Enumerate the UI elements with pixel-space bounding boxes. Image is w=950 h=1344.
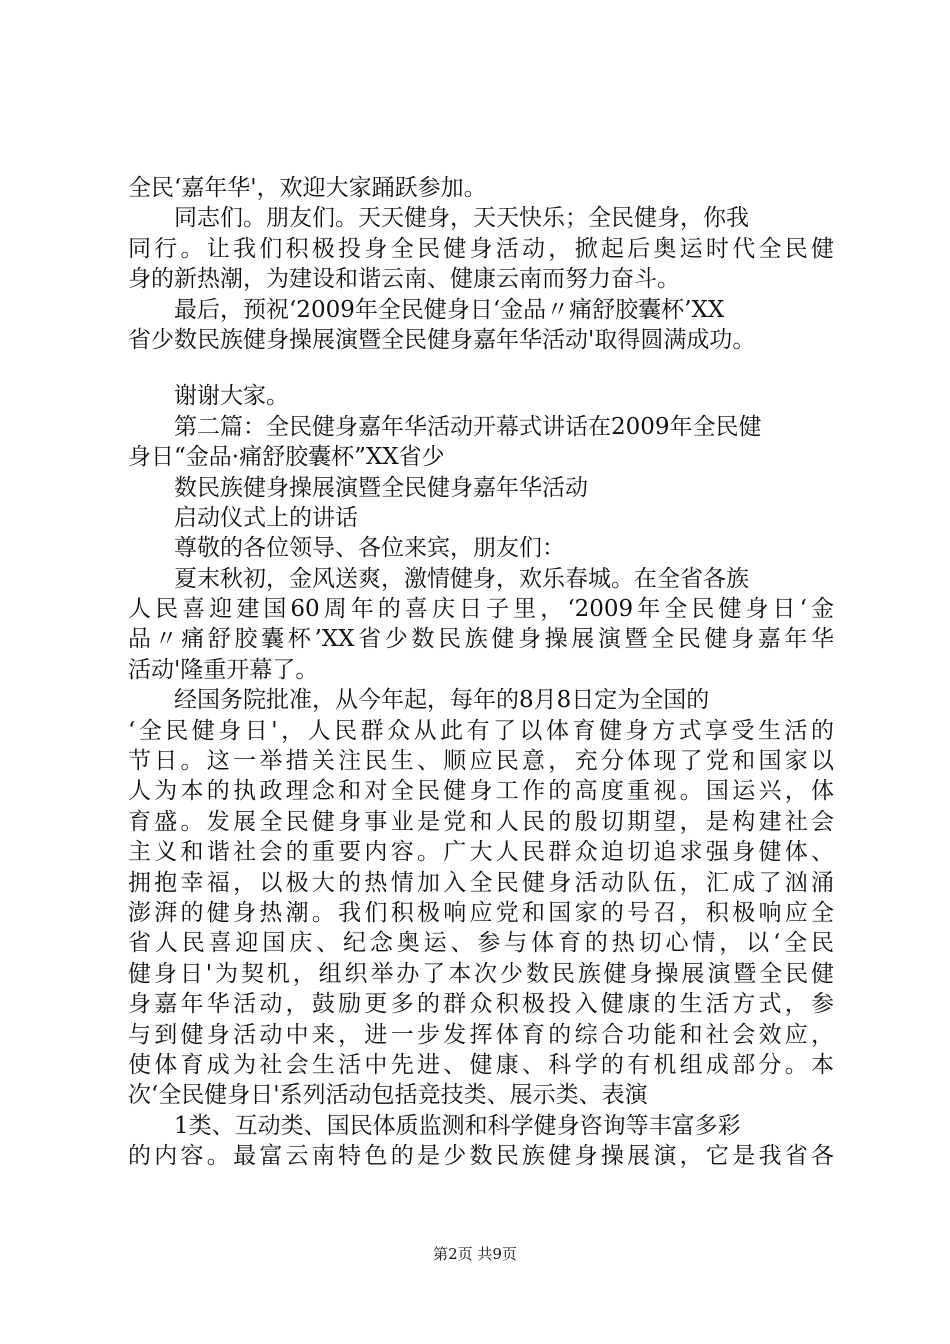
document-body <box>128 173 834 1172</box>
text-line: 品〃痛舒胶囊杯’XX省少数民族健身操展演暨全民健身嘉年华 <box>128 626 834 653</box>
text-line: 次‘全民健身日'系列活动包括竞技类、展示类、表演 <box>128 1082 648 1109</box>
text-line: 最后，预祝‘2009年全民健身日‘金品〃痛舒胶囊杯’XX <box>174 296 725 323</box>
text-line: 主义和谐社会的重要内容。广大人民群众迫切追求强身健体、 <box>128 839 834 866</box>
text-line: 的内容。最富云南特色的是少数民族健身操展演，它是我省各 <box>128 1143 834 1170</box>
text-line: 活动'隆重开幕了。 <box>128 656 319 683</box>
text-line: 谢谢大家。 <box>174 383 289 410</box>
text-line: 人民喜迎建国60周年的喜庆日子里，‘2009年全民健身日‘金 <box>128 596 834 623</box>
page-number-footer: 第2页 共9页 <box>433 1245 517 1263</box>
text-line: 启动仪式上的讲话 <box>174 504 358 531</box>
text-line: 省人民喜迎国庆、纪念奥运、参与体育的热切心情，以‘全民 <box>128 930 834 957</box>
text-line: 夏末秋初，金风送爽，激情健身，欢乐春城。在全省各族 <box>174 565 749 592</box>
text-line: 数民族健身操展演暨全民健身嘉年华活动 <box>174 474 588 501</box>
text-line: 节日。这一举措关注民生、顺应民意，充分体现了党和国家以 <box>128 748 834 775</box>
text-line: 澎湃的健身热潮。我们积极响应党和国家的号召，积极响应全 <box>128 899 834 926</box>
text-line: 使体育成为社会生活中先进、健康、科学的有机组成部分。本 <box>128 1051 834 1078</box>
text-line: 与到健身活动中来，进一步发挥体育的综合功能和社会效应， <box>128 1021 834 1048</box>
text-line: 同行。让我们积极投身全民健身活动，掀起后奥运时代全民健 <box>128 235 834 262</box>
text-line: ‘全民健身日'，人民群众从此有了以体育健身方式享受生活的 <box>128 717 834 744</box>
text-line: 尊敬的各位领导、各位来宾，朋友们： <box>174 535 565 562</box>
text-line: 身日“金品·痛舒胶囊杯”XX省少 <box>128 444 445 471</box>
text-line: 经国务院批准，从今年起，每年的8月8日定为全国的 <box>174 687 710 714</box>
text-line: 拥抱幸福，以极大的热情加入全民健身活动队伍，汇成了汹涌 <box>128 869 834 896</box>
text-line: 同志们。朋友们。天天健身，天天快乐；全民健身，你我 <box>174 205 749 232</box>
text-line: 省少数民族健身操展演暨全民健身嘉年华活动'取得圆满成功。 <box>128 326 756 353</box>
text-line: 第二篇：全民健身嘉年华活动开幕式讲话在2009年全民健 <box>174 413 762 440</box>
text-line: 健身日'为契机，组织举办了本次少数民族健身操展演暨全民健 <box>128 960 834 987</box>
text-line: 全民‘嘉年华'，欢迎大家踊跃参加。 <box>128 175 487 201</box>
text-line: 人为本的执政理念和对全民健身工作的高度重视。国运兴，体 <box>128 778 834 805</box>
text-line: 身的新热潮，为建设和谐云南、健康云南而努力奋斗。 <box>128 266 680 293</box>
text-line: 身嘉年华活动，鼓励更多的群众积极投入健康的生活方式，参 <box>128 991 834 1018</box>
text-line: 育盛。发展全民健身事业是党和人民的殷切期望，是构建社会 <box>128 808 834 835</box>
paragraph-gap <box>128 355 834 381</box>
text-line: 1类、互动类、国民体质监测和科学健身咨询等丰富多彩 <box>174 1112 741 1139</box>
